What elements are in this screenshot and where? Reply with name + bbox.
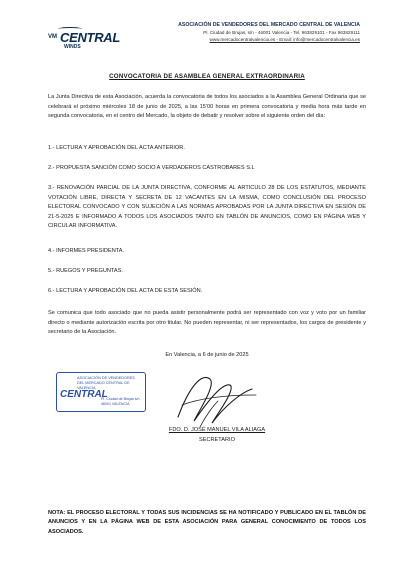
- agenda-item-1: 1.- LECTURA Y APROBACIÓN DEL ACTA ANTERIOR.: [48, 145, 185, 151]
- logo-prefix: VM: [48, 34, 57, 40]
- agenda-item-6: 6.- LECTURA Y APROBACIÓN DEL ACTA DE ESTA SESIÓN.: [48, 288, 203, 294]
- agenda-item-3: 3.- RENOVACIÓN PARCIAL DE LA JUNTA DIRECTIVA, CONFORME AL ARTICULO 28 DE LOS ESTATUTOS, MEDIANTE VOTACIÓN LIBRE, DIRECTA Y SECRETA DE 12 VACANTES EN LA MISMA, COMO CONCLUSIÓN DEL PROCESO ELECTORAL CONVOCADO Y CON SUJECIÓN A LAS NORMAS APROBADAS POR LA JUNTA DIRECTIVA EN SESIÓN DE 21-5-2025 E INFORMADO A TODOS LOS ASOCIADOS TANTO EN TABLÓN DE ANUNCIOS, COMO EN PÁGINA WEB Y CIRCULAR INFORMATIVA.: [48, 185, 366, 230]
- agenda-item-4: 4.- INFORMES PRESIDENTA.: [48, 248, 125, 254]
- agenda-item-2: 2.- PROPUESTA SANCIÓN COMO SOCIO A VERDADEROS CASTROBARES S.L: [48, 165, 255, 171]
- representation-note: Se comunica que todo asociado que no pueda asistir personalmente podrá ser representado con voz y voto por un familiar directo o mediante autorización escrita por otro titular. No pueden representar, ni ser representados, los cargos de presidente y secretario de la Asociación.: [48, 310, 366, 336]
- handwritten-signature: [160, 365, 270, 435]
- stamp-line-1: ASOCIACIÓN DE VENDEDORES DEL MERCADO CENTRAL DE VALENCIA: [77, 376, 135, 390]
- logo-subtext: WINDS: [64, 44, 81, 50]
- stamp-logo-text: CENTRAL: [60, 389, 108, 400]
- place-and-date: En Valencia, a 6 de junio de 2025: [165, 352, 249, 358]
- footer-note: NOTA: EL PROCESO ELECTORAL Y TODAS SUS INCIDENCIAS SE HA NOTIFICADO Y PUBLICADO EN EL TABLÓN DE ANUNCIOS Y EN LA PÁGINA WEB DE ESTA ASOCIACIÓN PARA GENERAL CONOCIMIENTO DE TODOS LOS ASOCIADOS.: [48, 510, 366, 535]
- organization-address: Pl. Ciudad de Brujas, s/n - 46001 Valencia - Tel. 963829101 - Fax 963829111: [203, 30, 360, 36]
- letterhead: [110, 22, 360, 44]
- signatory-role: SECRETARIO: [199, 437, 235, 443]
- signatory-name: FDO. D. JOSÉ MANUEL VILA ALIAGA: [168, 427, 266, 433]
- stamp-line-2: Pl. Ciudad de Brujas s/n 46001 VALENCIA: [101, 397, 140, 406]
- intro-paragraph: La Junta Directiva de esta Asociación, acuerda la convocatoria de todos los asociados a la Asamblea General Ordinaria que se celebrará el próximo miércoles 18 de junio de 2025, a las 15'00 horas en primera convocatoria y media hora más tarde en segunda convocatoria, en el centro del Mercado, la objeto de debatir y resolver sobre el siguiente orden del día:: [48, 94, 366, 120]
- association-logo: [48, 27, 121, 53]
- document-title: CONVOCATORIA DE ASAMBLEA GENERAL EXTRAORDINARIA: [109, 73, 305, 80]
- organization-name: ASOCIACIÓN DE VENDEDORES DEL MERCADO CENTRAL DE VALENCIA: [178, 22, 360, 28]
- organization-contact: www.mercadocentralvalencia.es - Email: info@mercadocentralvalencia.es: [209, 37, 360, 43]
- association-stamp: [56, 372, 146, 412]
- logo-text: CENTRAL: [60, 30, 121, 45]
- agenda-item-5: 5.- RUEGOS Y PREGUNTAS.: [48, 268, 123, 274]
